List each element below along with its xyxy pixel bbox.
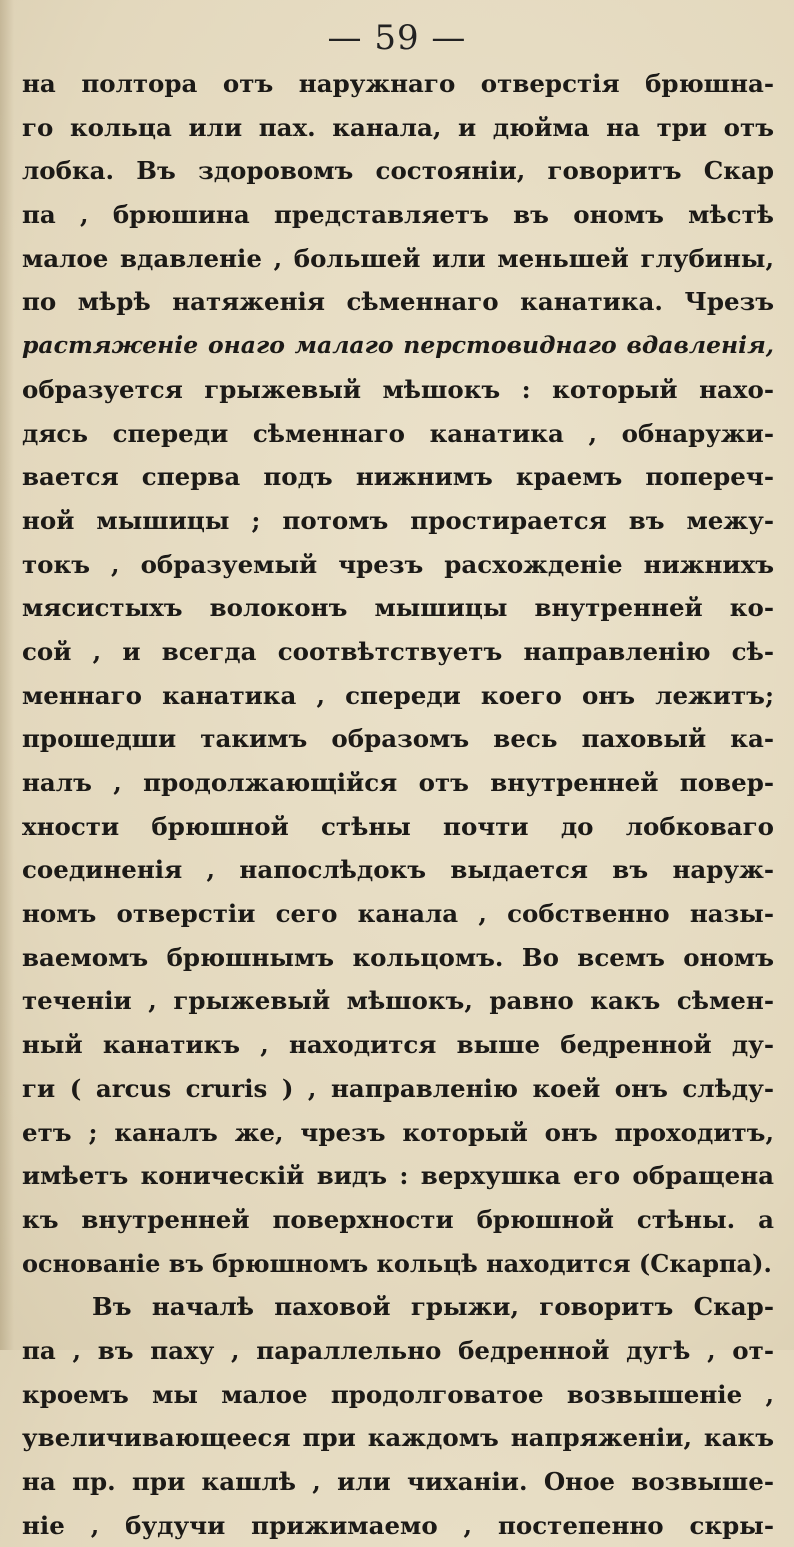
text-line: имѣетъ коническій видъ : верхушка его обращена <box>22 1161 774 1191</box>
text-line: налъ , продолжающійся отъ внутренней повер- <box>22 768 774 797</box>
text-line: етъ ; каналъ же, чрезъ который онъ проходитъ, <box>22 1117 774 1147</box>
text-line: по мѣрѣ натяженія сѣменнаго канатика. Чрезъ <box>22 287 774 317</box>
text-line: номъ отверстіи сего канала , собственно назы- <box>22 899 774 929</box>
text-line: ги ( arcus cruris ) , направленію коей онъ слѣду- <box>22 1073 774 1103</box>
text-line: меннаго канатика , спереди коего онъ лежитъ; <box>22 680 774 710</box>
text-line: мясистыхъ волоконъ мышицы внутренней ко- <box>22 593 774 623</box>
page-edge-shadow <box>0 0 14 1350</box>
text-line: сой , и всегда соотвѣтствуетъ направленію сѣ- <box>22 636 774 666</box>
text-line: кроемъ мы малое продолговатое возвышеніе , <box>22 1379 774 1409</box>
text-line-paragraph-start: Въ началѣ паховой грыжи, говоритъ Скар- <box>92 1292 774 1322</box>
text-line: прошедши такимъ образомъ весь паховый ка- <box>22 724 774 754</box>
text-line: го кольца или пах. канала, и дюйма на три отъ <box>22 112 774 142</box>
text-line: увеличивающееся при каждомъ напряженіи, какъ <box>22 1423 774 1453</box>
page-number: — 59 — <box>327 18 467 58</box>
text-line: лобка. Въ здоровомъ состояніи, говоритъ Скар <box>22 156 774 186</box>
text-line: ной мышицы ; потомъ простирается въ межу- <box>22 505 774 535</box>
text-line: вается сперва подъ нижнимъ краемъ попереч- <box>22 462 774 492</box>
text-line-italic: растяженіе онаго малаго перстовиднаго вдавленія, <box>22 331 774 360</box>
text-line: на полтора отъ наружнаго отверстія брюшна- <box>22 69 774 98</box>
text-line: па , въ паху , параллельно бедренной дугѣ , от- <box>22 1335 774 1365</box>
text-line-paragraph-end: основаніе въ брюшномъ кольцѣ находится (Скарпа). <box>22 1248 772 1278</box>
text-line: соединенія , напослѣдокъ выдается въ наруж- <box>22 855 774 885</box>
text-line: хности брюшной стѣны почти до лобковаго <box>22 811 774 841</box>
text-line: токъ , образуемый чрезъ расхожденіе нижнихъ <box>22 549 774 579</box>
text-line: къ внутренней поверхности брюшной стѣны. а <box>22 1204 774 1234</box>
text-line: ніе , будучи прижимаемо , постепенно скры- <box>22 1510 774 1540</box>
body-text <box>22 62 774 1547</box>
text-line: дясь спереди сѣменнаго канатика , обнаружи- <box>22 418 774 448</box>
text-line: ваемомъ брюшнымъ кольцомъ. Во всемъ ономъ <box>22 942 774 972</box>
text-line: на пр. при кашлѣ , или чиханіи. Оное возвыше- <box>22 1467 774 1496</box>
text-line: образуется грыжевый мѣшокъ : который нахо- <box>22 374 774 404</box>
text-line: малое вдавленіе , большей или меньшей глубины, <box>22 243 774 273</box>
text-line: ный канатикъ , находится выше бедренной ду- <box>22 1030 774 1060</box>
text-line: па , брюшина представляетъ въ ономъ мѣстѣ <box>22 200 774 230</box>
text-line: теченіи , грыжевый мѣшокъ, равно какъ сѣмен- <box>22 986 774 1016</box>
